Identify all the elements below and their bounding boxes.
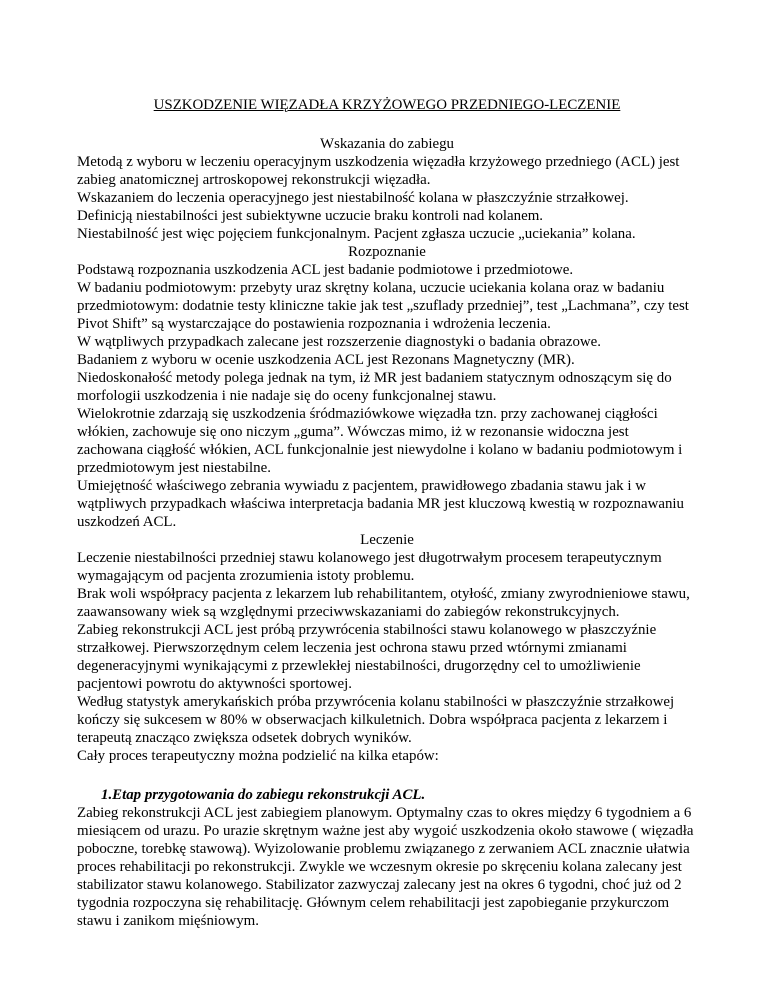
paragraph: Umiejętność właściwego zebrania wywiadu z pacjentem, prawidłowego zbadania stawu jak i w wątpliwych przypadkach właściwa interpretacja badania MR jest kluczową kwestią w rozpoznawaniu uszkodzeń ACL.: [77, 478, 684, 530]
paragraph: Metodą z wyboru w leczeniu operacyjnym uszkodzenia więzadła krzyżowego przedniego (ACL) jest zabieg anatomicznej artroskopowej rekonstrukcji więzadła.: [77, 154, 680, 188]
section-heading-indications: Wskazania do zabiegu: [320, 136, 454, 152]
paragraph: Brak woli współpracy pacjenta z lekarzem lub rehabilitantem, otyłość, zmiany zwyrodnieniowe stawu, zaawansowany wiek są względnymi przeciwwskazaniami do zabiegów rekonstrukcyjnych.: [77, 586, 690, 620]
paragraph: Niestabilność jest więc pojęciem funkcjonalnym. Pacjent zgłasza uczucie „uciekania” kolana.: [77, 226, 636, 242]
paragraph: Podstawą rozpoznania uszkodzenia ACL jest badanie podmiotowe i przedmiotowe.: [77, 262, 574, 278]
step-heading: 1.Etap przygotowania do zabiegu rekonstrukcji ACL.: [101, 787, 426, 803]
paragraph: Wielokrotnie zdarzają się uszkodzenia śródmaziówkowe więzadła tzn. przy zachowanej ciągłości włókien, zachowuje się ono niczym „guma”. Wówczas mimo, iż w rezonansie widoczna jest zachowana ciągłość włókien, ACL funkcjonalnie jest niewydolne i kolano w badaniu podmiotowym i przedmiotowym jest niestabilne.: [77, 406, 683, 476]
paragraph: Niedoskonałość metody polega jednak na tym, iż MR jest badaniem statycznym odnoszącym się do morfologii uszkodzenia i nie nadaje się do oceny funkcjonalnej stawu.: [77, 370, 672, 404]
document-title: USZKODZENIE WIĘZADŁA KRZYŻOWEGO PRZEDNIEGO-LECZENIE: [153, 97, 621, 113]
section-heading-diagnosis: Rozpoznanie: [348, 244, 426, 260]
paragraph: Leczenie niestabilności przedniej stawu kolanowego jest długotrwałym procesem terapeutycznym wymagającym od pacjenta zrozumienia istoty problemu.: [77, 550, 662, 584]
paragraph: W badaniu podmiotowym: przebyty uraz skrętny kolana, uczucie uciekania kolana oraz w badaniu przedmiotowym: dodatnie testy kliniczne takie jak test „szuflady przedniej”, test „Lachmana”, czy test Pivot Shift” są wystarczające do postawienia rozpoznania i wdrożenia leczenia.: [77, 280, 689, 332]
paragraph: W wątpliwych przypadkach zalecane jest rozszerzenie diagnostyki o badania obrazowe.: [77, 334, 601, 350]
document-page: [77, 96, 697, 930]
paragraph: Definicją niestabilności jest subiektywne uczucie braku kontroli nad kolanem.: [77, 208, 544, 224]
paragraph: Zabieg rekonstrukcji ACL jest zabiegiem planowym. Optymalny czas to okres między 6 tygodniem a 6 miesiącem od urazu. Po urazie skrętnym ważne jest aby wygoić uszkodzenia około stawowe ( więzadła poboczne, torebkę stawową). Wyizolowanie problemu związanego z zerwaniem ACL znacznie ułatwia proces rehabilitacji po rekonstrukcji. Zwykle we wczesnym okresie po skręceniu kolana zalecany jest stabilizator stawu kolanowego. Stabilizator zazwyczaj zalecany jest na okres 6 tygodni, choć już od 2 tygodnia rozpoczyna się rehabilitację. Głównym celem rehabilitacji jest zapobieganie przykurczom stawu i zanikom mięśniowym.: [77, 805, 694, 929]
section-heading-treatment: Leczenie: [360, 532, 414, 548]
paragraph: Według statystyk amerykańskich próba przywrócenia kolanu stabilności w płaszczyźnie strzałkowej kończy się sukcesem w 80% w obserwacjach kilkuletnich. Dobra współpraca pacjenta z lekarzem i terapeutą znacząco zwiększa odsetek dobrych wyników.: [77, 694, 675, 746]
paragraph: Wskazaniem do leczenia operacyjnego jest niestabilność kolana w płaszczyźnie strzałkowej.: [77, 190, 629, 206]
paragraph: Cały proces terapeutyczny można podzielić na kilka etapów:: [77, 748, 439, 764]
paragraph: Zabieg rekonstrukcji ACL jest próbą przywrócenia stabilności stawu kolanowego w płaszczyźnie strzałkowej. Pierwszorzędnym celem leczenia jest ochrona stawu przed wtórnymi zmianami degeneracyjnymi wynikającymi z przewlekłej niestabilności, drugorzędny cel to umożliwienie pacjentowi powrotu do aktywności sportowej.: [77, 622, 657, 692]
paragraph: Badaniem z wyboru w ocenie uszkodzenia ACL jest Rezonans Magnetyczny (MR).: [77, 352, 575, 368]
